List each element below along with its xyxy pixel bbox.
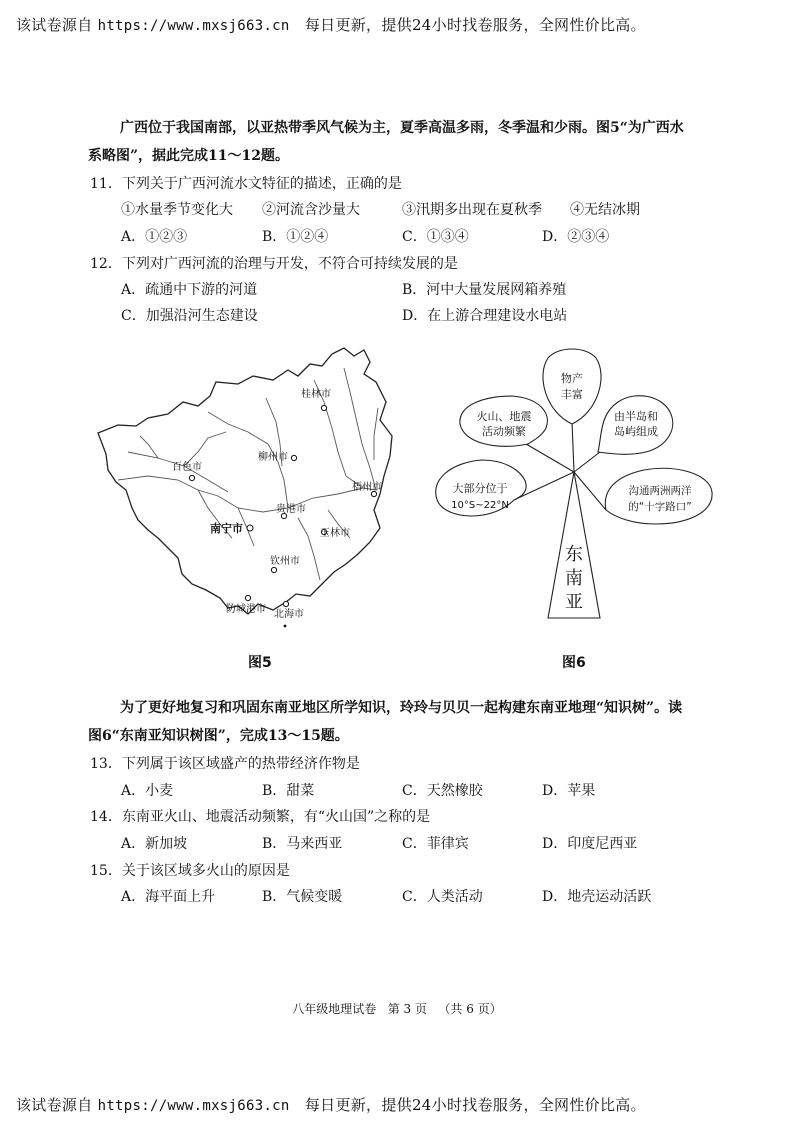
trunk-label-char3: 亚	[565, 592, 583, 613]
q11-item-3: ③汛期多出现在夏秋季	[402, 202, 542, 218]
section2-intro-line1: 为了更好地复习和巩固东南亚地区所学知识，玲玲与贝贝一起构建东南亚地理“知识树”。读	[120, 700, 683, 716]
q12-option-a[interactable]: A．疏通中下游的河道	[121, 282, 258, 298]
city-label-nanning: 南宁市	[210, 522, 243, 535]
city-label-baise: 百色市	[172, 462, 202, 473]
q14-option-a[interactable]: A．新加坡	[121, 836, 188, 852]
city-marker-fangchenggang	[245, 595, 250, 600]
q15-option-c[interactable]: C．人类活动	[402, 889, 483, 905]
city-label-guigang: 贵港市	[276, 504, 306, 515]
trunk-label-char1: 东	[565, 544, 583, 565]
q13-option-b[interactable]: B．甜菜	[262, 783, 315, 799]
figure-6-caption: 图6	[562, 655, 586, 671]
question-12-options-row1	[0, 279, 794, 299]
banner-prefix-bottom: 该试卷源自	[16, 1096, 93, 1114]
leaf-left-upper-line2: 活动频繁	[482, 425, 526, 438]
leaf-top-line1: 物产	[561, 372, 583, 385]
q15-option-b[interactable]: B．气候变暖	[262, 889, 343, 905]
q12-option-c[interactable]: C．加强沿河生态建设	[121, 308, 258, 324]
leaf-left-upper-line1: 火山、地震	[476, 410, 532, 423]
leaf-top-line2: 丰富	[561, 388, 583, 401]
q11-option-c[interactable]: C．①③④	[402, 229, 469, 245]
banner-prefix: 该试卷源自	[16, 16, 93, 34]
banner-suffix: 每日更新，提供24小时找卷服务，全网性价比高。	[304, 16, 646, 34]
question-14-options	[0, 833, 794, 853]
question-13-options	[0, 780, 794, 800]
leaf-right-upper-line2: 岛屿组成	[614, 425, 658, 438]
q11-item-4: ④无结冰期	[570, 202, 640, 218]
section1-intro-line1: 广西位于我国南部，以亚热带季风气候为主，夏季高温多雨，冬季温和少雨。图5“为广西水	[120, 120, 684, 136]
q14-option-c[interactable]: C．菲律宾	[402, 836, 469, 852]
q11-item-1: ①水量季节变化大	[121, 202, 233, 218]
city-marker-liuzhou	[291, 455, 296, 460]
city-marker-beihai	[283, 601, 288, 606]
q14-option-d[interactable]: D．印度尼西亚	[542, 836, 638, 852]
figure-5-caption: 图5	[248, 655, 272, 671]
question-14-stem: 14．东南亚火山、地震活动频繁，有“火山国”之称的是	[90, 809, 431, 825]
trunk-label-char2: 南	[565, 568, 583, 589]
section2-intro	[88, 694, 713, 750]
leaf-left-lower-line2: 10°S~22°N	[451, 500, 509, 511]
q12-option-b[interactable]: B．河中大量发展网箱养殖	[402, 282, 567, 298]
q11-option-a[interactable]: A．①②③	[121, 229, 188, 245]
section1-intro-line2: 系略图”，据此完成11～12题。	[88, 148, 290, 164]
branch-right-upper	[574, 452, 600, 472]
city-marker-guilin	[321, 405, 326, 410]
q11-item-2: ②河流含沙量大	[262, 202, 360, 218]
question-12-options-row2	[0, 305, 794, 325]
leaf-right-upper-line1: 由半岛和	[614, 410, 658, 423]
question-11-options	[0, 226, 794, 246]
city-marker-qinzhou	[271, 567, 276, 572]
guangxi-boundary-outline	[98, 348, 392, 614]
q11-option-b[interactable]: B．①②④	[262, 229, 329, 245]
q15-option-a[interactable]: A．海平面上升	[121, 889, 216, 905]
top-source-banner	[16, 14, 646, 35]
city-label-yulin: 玉林市	[320, 528, 350, 539]
branch-left-upper	[526, 444, 574, 472]
city-marker-nanning	[247, 525, 253, 531]
leaf-right-lower-line1: 沟通两洲两洋	[628, 485, 692, 497]
branch-top	[572, 422, 574, 472]
q15-option-d[interactable]: D．地壳运动活跃	[542, 889, 652, 905]
figure-6-knowledge-tree	[430, 340, 730, 630]
banner-url-link[interactable]: https://www.mxsj663.cn	[97, 18, 290, 34]
city-label-fangchenggang: 防城港市	[226, 604, 266, 615]
question-12-stem: 12．下列对广西河流的治理与开发，不符合可持续发展的是	[90, 256, 458, 272]
banner-url-link-bottom[interactable]: https://www.mxsj663.cn	[97, 1098, 290, 1114]
city-label-guilin: 桂林市	[301, 389, 331, 400]
q13-option-c[interactable]: C．天然橡胶	[402, 783, 483, 799]
question-11-items	[0, 199, 794, 219]
bottom-source-banner	[16, 1094, 646, 1115]
q12-option-d[interactable]: D．在上游合理建设水电站	[402, 308, 568, 324]
island-dot	[284, 625, 287, 628]
section2-intro-line2: 图6“东南亚知识树图”，完成13～15题。	[88, 728, 349, 744]
banner-suffix-bottom: 每日更新，提供24小时找卷服务，全网性价比高。	[304, 1096, 646, 1114]
city-marker-baise	[189, 475, 194, 480]
leaf-right-lower-line2: 的“十字路口”	[628, 501, 692, 513]
leaf-left-lower-line1: 大部分位于	[452, 482, 508, 495]
question-15-stem: 15．关于该区域多火山的原因是	[90, 863, 290, 879]
question-13-stem: 13．下列属于该区域盛产的热带经济作物是	[90, 756, 360, 772]
city-label-beihai: 北海市	[274, 609, 304, 620]
city-label-wuzhou: 梧州市	[352, 482, 382, 493]
city-label-liuzhou: 柳州市	[258, 452, 288, 463]
section1-intro	[88, 114, 713, 170]
river-network	[118, 368, 378, 580]
figure-5-guangxi-river-map	[88, 340, 418, 640]
city-label-qinzhou: 钦州市	[270, 556, 300, 567]
question-15-options	[0, 886, 794, 906]
page-footer: 八年级地理试卷 第 3 页 （共 6 页）	[292, 1002, 502, 1016]
q11-option-d[interactable]: D．②③④	[542, 229, 610, 245]
q13-option-a[interactable]: A．小麦	[121, 783, 174, 799]
q13-option-d[interactable]: D．苹果	[542, 783, 596, 799]
question-11-stem: 11．下列关于广西河流水文特征的描述，正确的是	[90, 176, 402, 192]
leaf-top	[543, 349, 601, 424]
q14-option-b[interactable]: B．马来西亚	[262, 836, 343, 852]
